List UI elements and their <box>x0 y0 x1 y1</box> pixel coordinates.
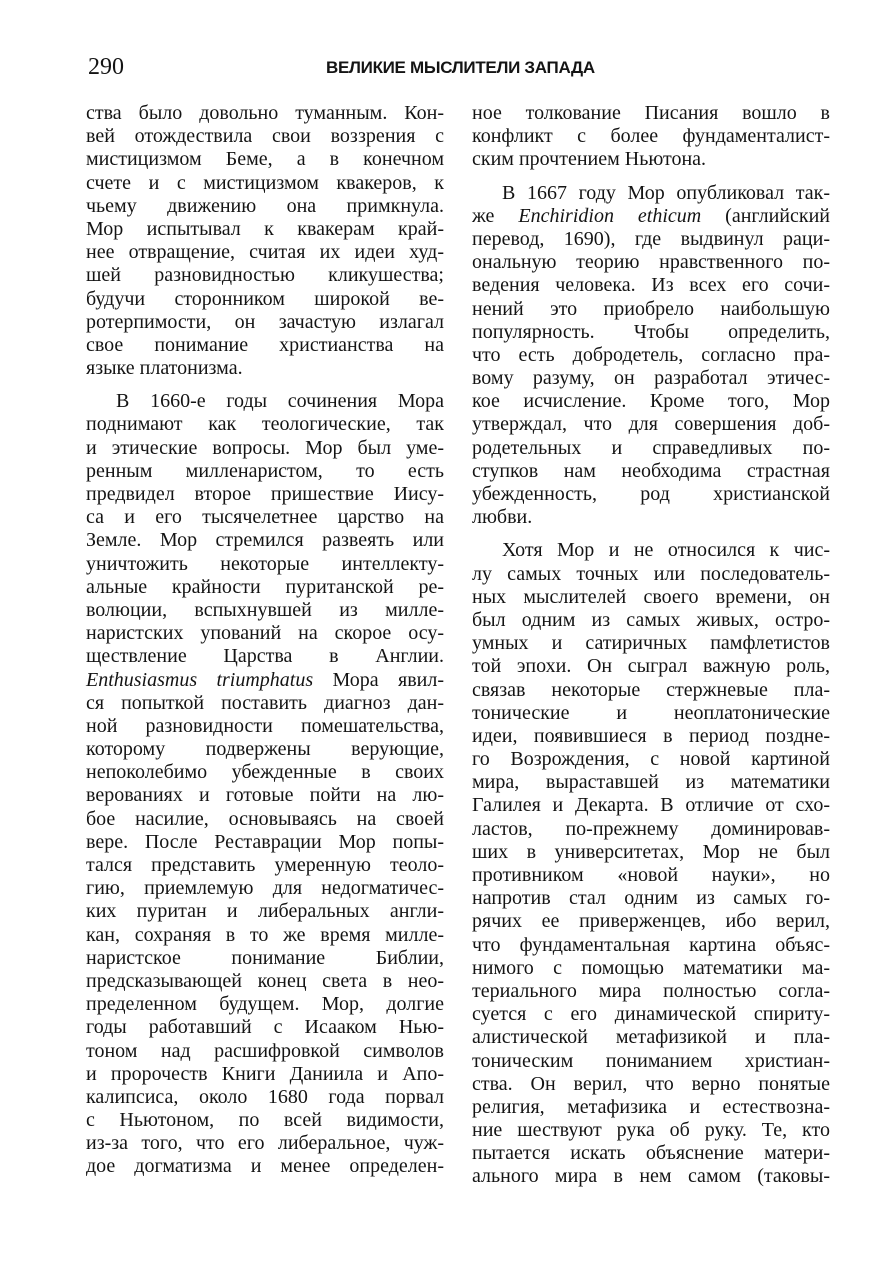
text-line: ства. Он верил, что верно понятые <box>472 1072 830 1095</box>
text-line: ональную теорию нравственного по- <box>472 251 830 274</box>
text-line: ших в университетах, Мор не был <box>472 840 830 863</box>
text-line: утверждал, что для совершения доб- <box>472 413 830 436</box>
text-line: альные крайности пуританской ре- <box>86 575 444 598</box>
text-line: что есть добродетель, согласно пра- <box>472 343 830 366</box>
text-line: вере. После Реставрации Мор попы- <box>86 830 444 853</box>
text-line: непоколебимо убежденные в своих <box>86 761 444 784</box>
text-line: напротив стал одним из самых го- <box>472 887 830 910</box>
text-fragment: же <box>472 204 519 227</box>
text-line: мистицизмом Беме, а в конечном <box>86 148 444 171</box>
text-fragment: Мора явил- <box>313 668 444 691</box>
text-line: ние шествуют рука об руку. Те, кто <box>472 1119 830 1142</box>
text-line: ступков нам необходима страстная <box>472 459 830 482</box>
text-line: нимого с помощью математики ма- <box>472 956 830 979</box>
text-line: связав некоторые стержневые пла- <box>472 678 830 701</box>
text-line: с Ньютоном, по всей видимости, <box>86 1109 444 1132</box>
text-line: тался представить умеренную теоло- <box>86 854 444 876</box>
text-line: ведения человека. Из всех его сочи- <box>472 274 830 297</box>
text-line: волюции, вспыхнувшей из милле- <box>86 598 444 621</box>
text-line: наристских упований на скорое осу- <box>86 622 444 645</box>
text-line: ких пуритан и либеральных англи- <box>86 900 444 923</box>
text-line: ротерпимости, он зачастую излагал <box>86 310 444 333</box>
text-line: териального мира полностью согла- <box>472 979 830 1002</box>
text-line: будучи сторонником широкой ве- <box>86 287 444 310</box>
text-line: кан, сохраняя в то же время милле- <box>86 923 444 946</box>
paragraph <box>86 102 444 380</box>
text-line: любви. <box>472 506 533 529</box>
text-line: и этические вопросы. Мор был уме- <box>86 436 444 459</box>
text-line: наристское понимание Библии, <box>86 946 444 969</box>
text-line: тоном над расшифровкой символов <box>86 1039 444 1062</box>
page-header <box>88 52 830 84</box>
text-line: кое исчисление. Кроме того, Мор <box>472 390 830 413</box>
text-line: ных мыслителей своего времени, он <box>472 585 830 608</box>
text-line: идеи, появившиеся в период поздне- <box>472 724 830 747</box>
paragraph <box>472 102 830 172</box>
text-line: пределенном будущем. Мор, долгие <box>86 993 444 1016</box>
paragraph-gap <box>472 529 830 539</box>
text-line: перевод, 1690), где выдвинул раци- <box>472 227 830 250</box>
text-line: алистической метафизикой и пла- <box>472 1026 830 1049</box>
text-line: Земле. Мор стремился развеять или <box>86 529 444 552</box>
text-line: Хотя Мор и не относился к чис- <box>502 539 830 562</box>
text-line: умных и сатиричных памфлетистов <box>472 632 830 655</box>
text-line: той эпохи. Он сыграл важную роль, <box>472 655 830 678</box>
text-line: суется с его динамической спириту- <box>472 1003 830 1026</box>
text-line: поднимают как теологические, так <box>86 413 444 436</box>
text-line: лу самых точных или последователь- <box>472 562 830 585</box>
text-line: вей отождествила свои воззрения с <box>86 125 444 148</box>
text-line: родетельных и справедливых по- <box>472 436 830 459</box>
paragraph-gap <box>86 380 444 390</box>
text-line: пытается искать объяснение матери- <box>472 1142 830 1165</box>
text-line: дое догматизма и менее определен- <box>86 1155 444 1178</box>
text-line: свое понимание христианства на <box>86 333 444 356</box>
text-line: мира, выраставшей из математики <box>472 771 830 794</box>
text-line: предсказывающей конец света в нео- <box>86 969 444 992</box>
text-line: Мор испытывал к квакерам край- <box>86 217 444 240</box>
running-title: ВЕЛИКИЕ МЫСЛИТЕЛИ ЗАПАДА <box>326 58 595 77</box>
text-line: ским прочтением Ньютона. <box>472 148 707 171</box>
text-line: рячих ее приверженцев, ибо верил, <box>472 910 830 933</box>
text-line: тонические и неоплатонические <box>472 701 830 724</box>
text-line: был одним из самых живых, остро- <box>472 608 830 631</box>
text-line: ластов, по-прежнему доминировав- <box>472 817 830 840</box>
text-line: которому подвержены верующие, <box>86 738 444 761</box>
text-line: шей разновидностью кликушества; <box>86 264 444 287</box>
text-line: убежденность, род христианской <box>472 483 830 505</box>
paragraph-gap <box>472 172 830 182</box>
text-line: годы работавший с Исааком Нью- <box>86 1016 444 1039</box>
text-line: го Возрождения, с новой картиной <box>472 748 830 771</box>
text-line-italic-title <box>472 205 830 228</box>
text-line: ся попыткой поставить диагноз дан- <box>86 691 444 714</box>
text-line: и пророчеств Книги Даниила и Апо- <box>86 1062 444 1085</box>
text-line: ное толкование Писания вошло в <box>472 102 830 124</box>
left-column <box>86 102 444 1179</box>
text-line: ществление Царства в Англии. <box>86 645 444 668</box>
text-line: чьему движению она примкнула. <box>86 194 444 217</box>
paragraph <box>472 539 830 1188</box>
text-line: что фундаментальная картина объяс- <box>472 933 830 956</box>
text-line: предвидел второе пришествие Иису- <box>86 483 444 505</box>
text-line: нений это приобрело наибольшую <box>472 297 830 320</box>
text-line: религия, метафизика и естествозна- <box>472 1095 830 1118</box>
text-line: конфликт с более фундаменталист- <box>472 125 830 148</box>
text-line: нее отвращение, считая их идеи худ- <box>86 241 444 264</box>
text-line: ной разновидности помешательства, <box>86 714 444 737</box>
book-title-italic: Enthusiasmus triumphatus <box>86 668 314 691</box>
text-line: В 1667 году Мор опубликовал так- <box>502 181 830 204</box>
text-line: бое насилие, основываясь на своей <box>86 807 444 830</box>
text-line: са и его тысячелетнее царство на <box>86 506 444 529</box>
right-column <box>472 102 830 1189</box>
text-line: ального мира в нем самом (таковы- <box>472 1165 830 1188</box>
text-fragment: (английский <box>701 204 830 227</box>
text-line: ства было довольно туманным. Кон- <box>86 102 444 124</box>
text-line: ренным милленаристом, то есть <box>86 459 444 482</box>
page-number: 290 <box>88 54 124 80</box>
text-line: Галилея и Декарта. В отличие от схо- <box>472 794 830 817</box>
text-line-italic-title <box>86 669 444 692</box>
text-line: В 1660-е годы сочинения Мора <box>116 390 444 413</box>
text-line: гию, приемлемую для недогматичес- <box>86 877 444 900</box>
text-line: верованиях и готовые пойти на лю- <box>86 784 444 807</box>
text-line: популярность. Чтобы определить, <box>472 320 830 343</box>
text-line: вому разуму, он разработал этичес- <box>472 367 830 390</box>
text-line: уничтожить некоторые интеллекту- <box>86 552 444 575</box>
text-line: языке платонизма. <box>86 357 243 380</box>
text-line: тоническим пониманием христиан- <box>472 1049 830 1072</box>
book-title-italic: Enchiridion ethicum <box>518 204 702 227</box>
text-line: противником «новой науки», но <box>472 864 830 886</box>
paragraph <box>86 390 444 1178</box>
paragraph <box>472 182 830 530</box>
text-line: счете и с мистицизмом квакеров, к <box>86 171 444 194</box>
text-line: калипсиса, около 1680 года порвал <box>86 1085 444 1108</box>
text-line: из-за того, что его либеральное, чуж- <box>86 1132 444 1155</box>
